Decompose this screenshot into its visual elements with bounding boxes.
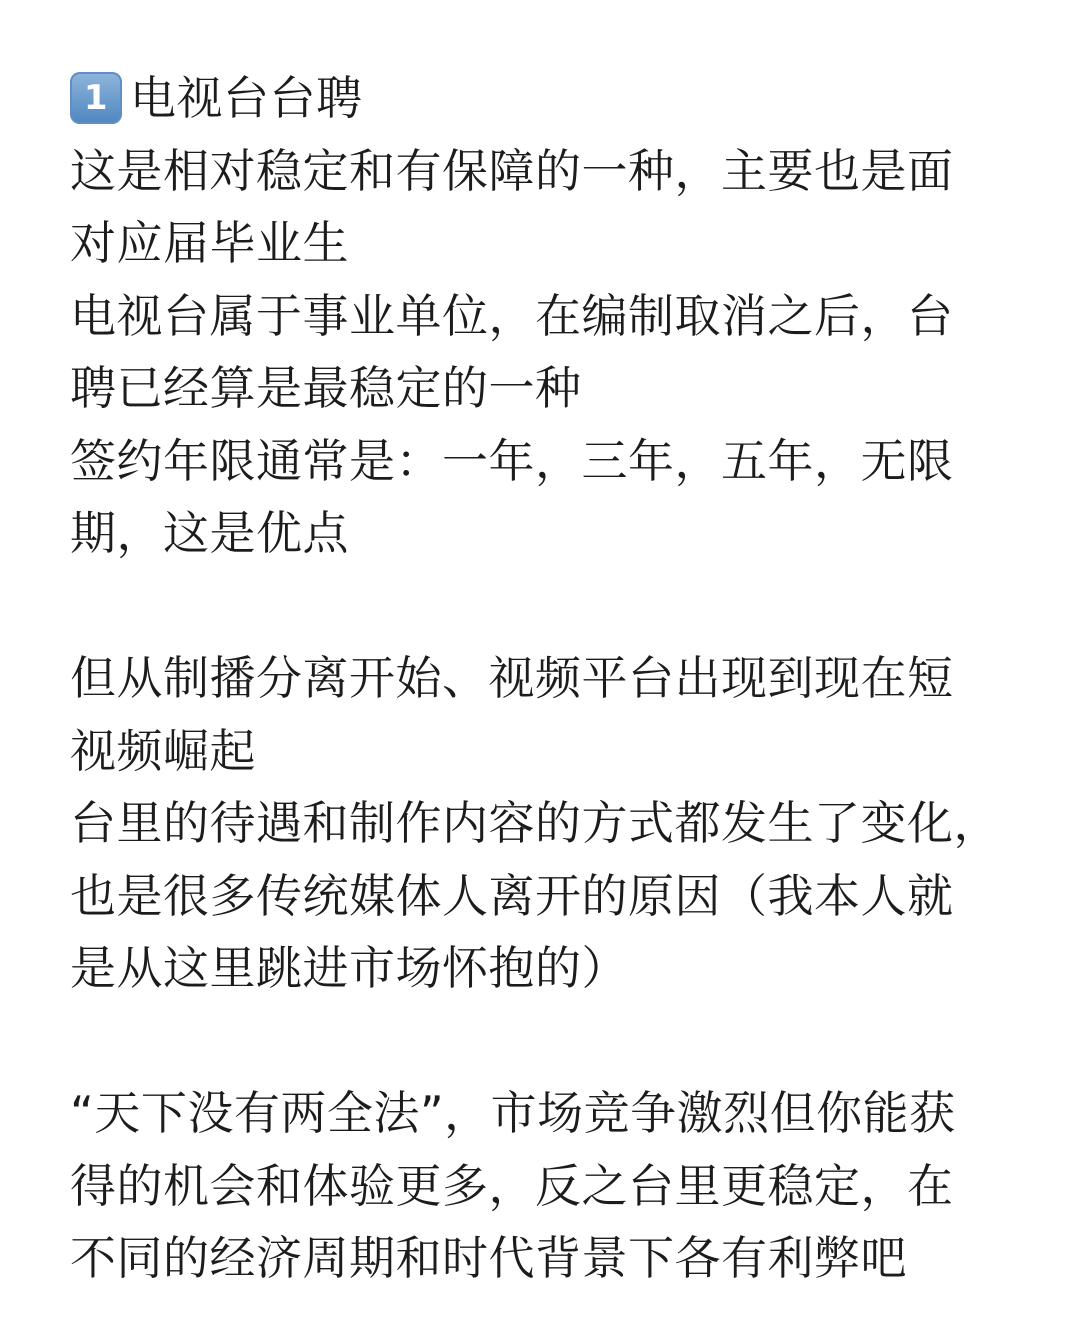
text-line: 得的机会和体验更多，反之台里更稳定，在 — [70, 1158, 954, 1213]
keycap-number-one-icon: 1 — [70, 72, 122, 124]
section-title: 电视台台聘 — [130, 71, 363, 125]
text-line: 电视台属于事业单位，在编制取消之后，台 — [70, 288, 954, 343]
text-line: 不同的经济周期和时代背景下各有利弊吧 — [70, 1231, 907, 1285]
text-line: 视频崛起 — [70, 723, 256, 778]
paragraph-2 — [70, 642, 1030, 1005]
paragraph-spacer — [70, 570, 1030, 643]
paragraph-1 — [70, 135, 1030, 570]
text-line: 也是很多传统媒体人离开的原因（我本人就 — [70, 868, 954, 923]
text-line: 期，这是优点 — [70, 506, 349, 560]
text-line: 签约年限通常是：一年，三年，五年，无限 — [70, 433, 954, 488]
text-line: 对应届毕业生 — [70, 216, 349, 270]
text-line: “天下没有两全法”，市场竞争激烈但你能获 — [70, 1086, 956, 1140]
paragraph-3 — [70, 1077, 1030, 1295]
text-line: 但从制播分离开始、视频平台出现到现在短 — [70, 651, 954, 705]
article-body — [70, 62, 1030, 1295]
section-heading — [70, 62, 1030, 135]
paragraph-spacer — [70, 1005, 1030, 1078]
text-line: 这是相对稳定和有保障的一种，主要也是面 — [70, 143, 954, 198]
text-line: 聘已经算是最稳定的一种 — [70, 361, 582, 415]
text-line: 台里的待遇和制作内容的方式都发生了变化， — [70, 796, 1000, 850]
text-line: 是从这里跳进市场怀抱的） — [70, 941, 628, 995]
